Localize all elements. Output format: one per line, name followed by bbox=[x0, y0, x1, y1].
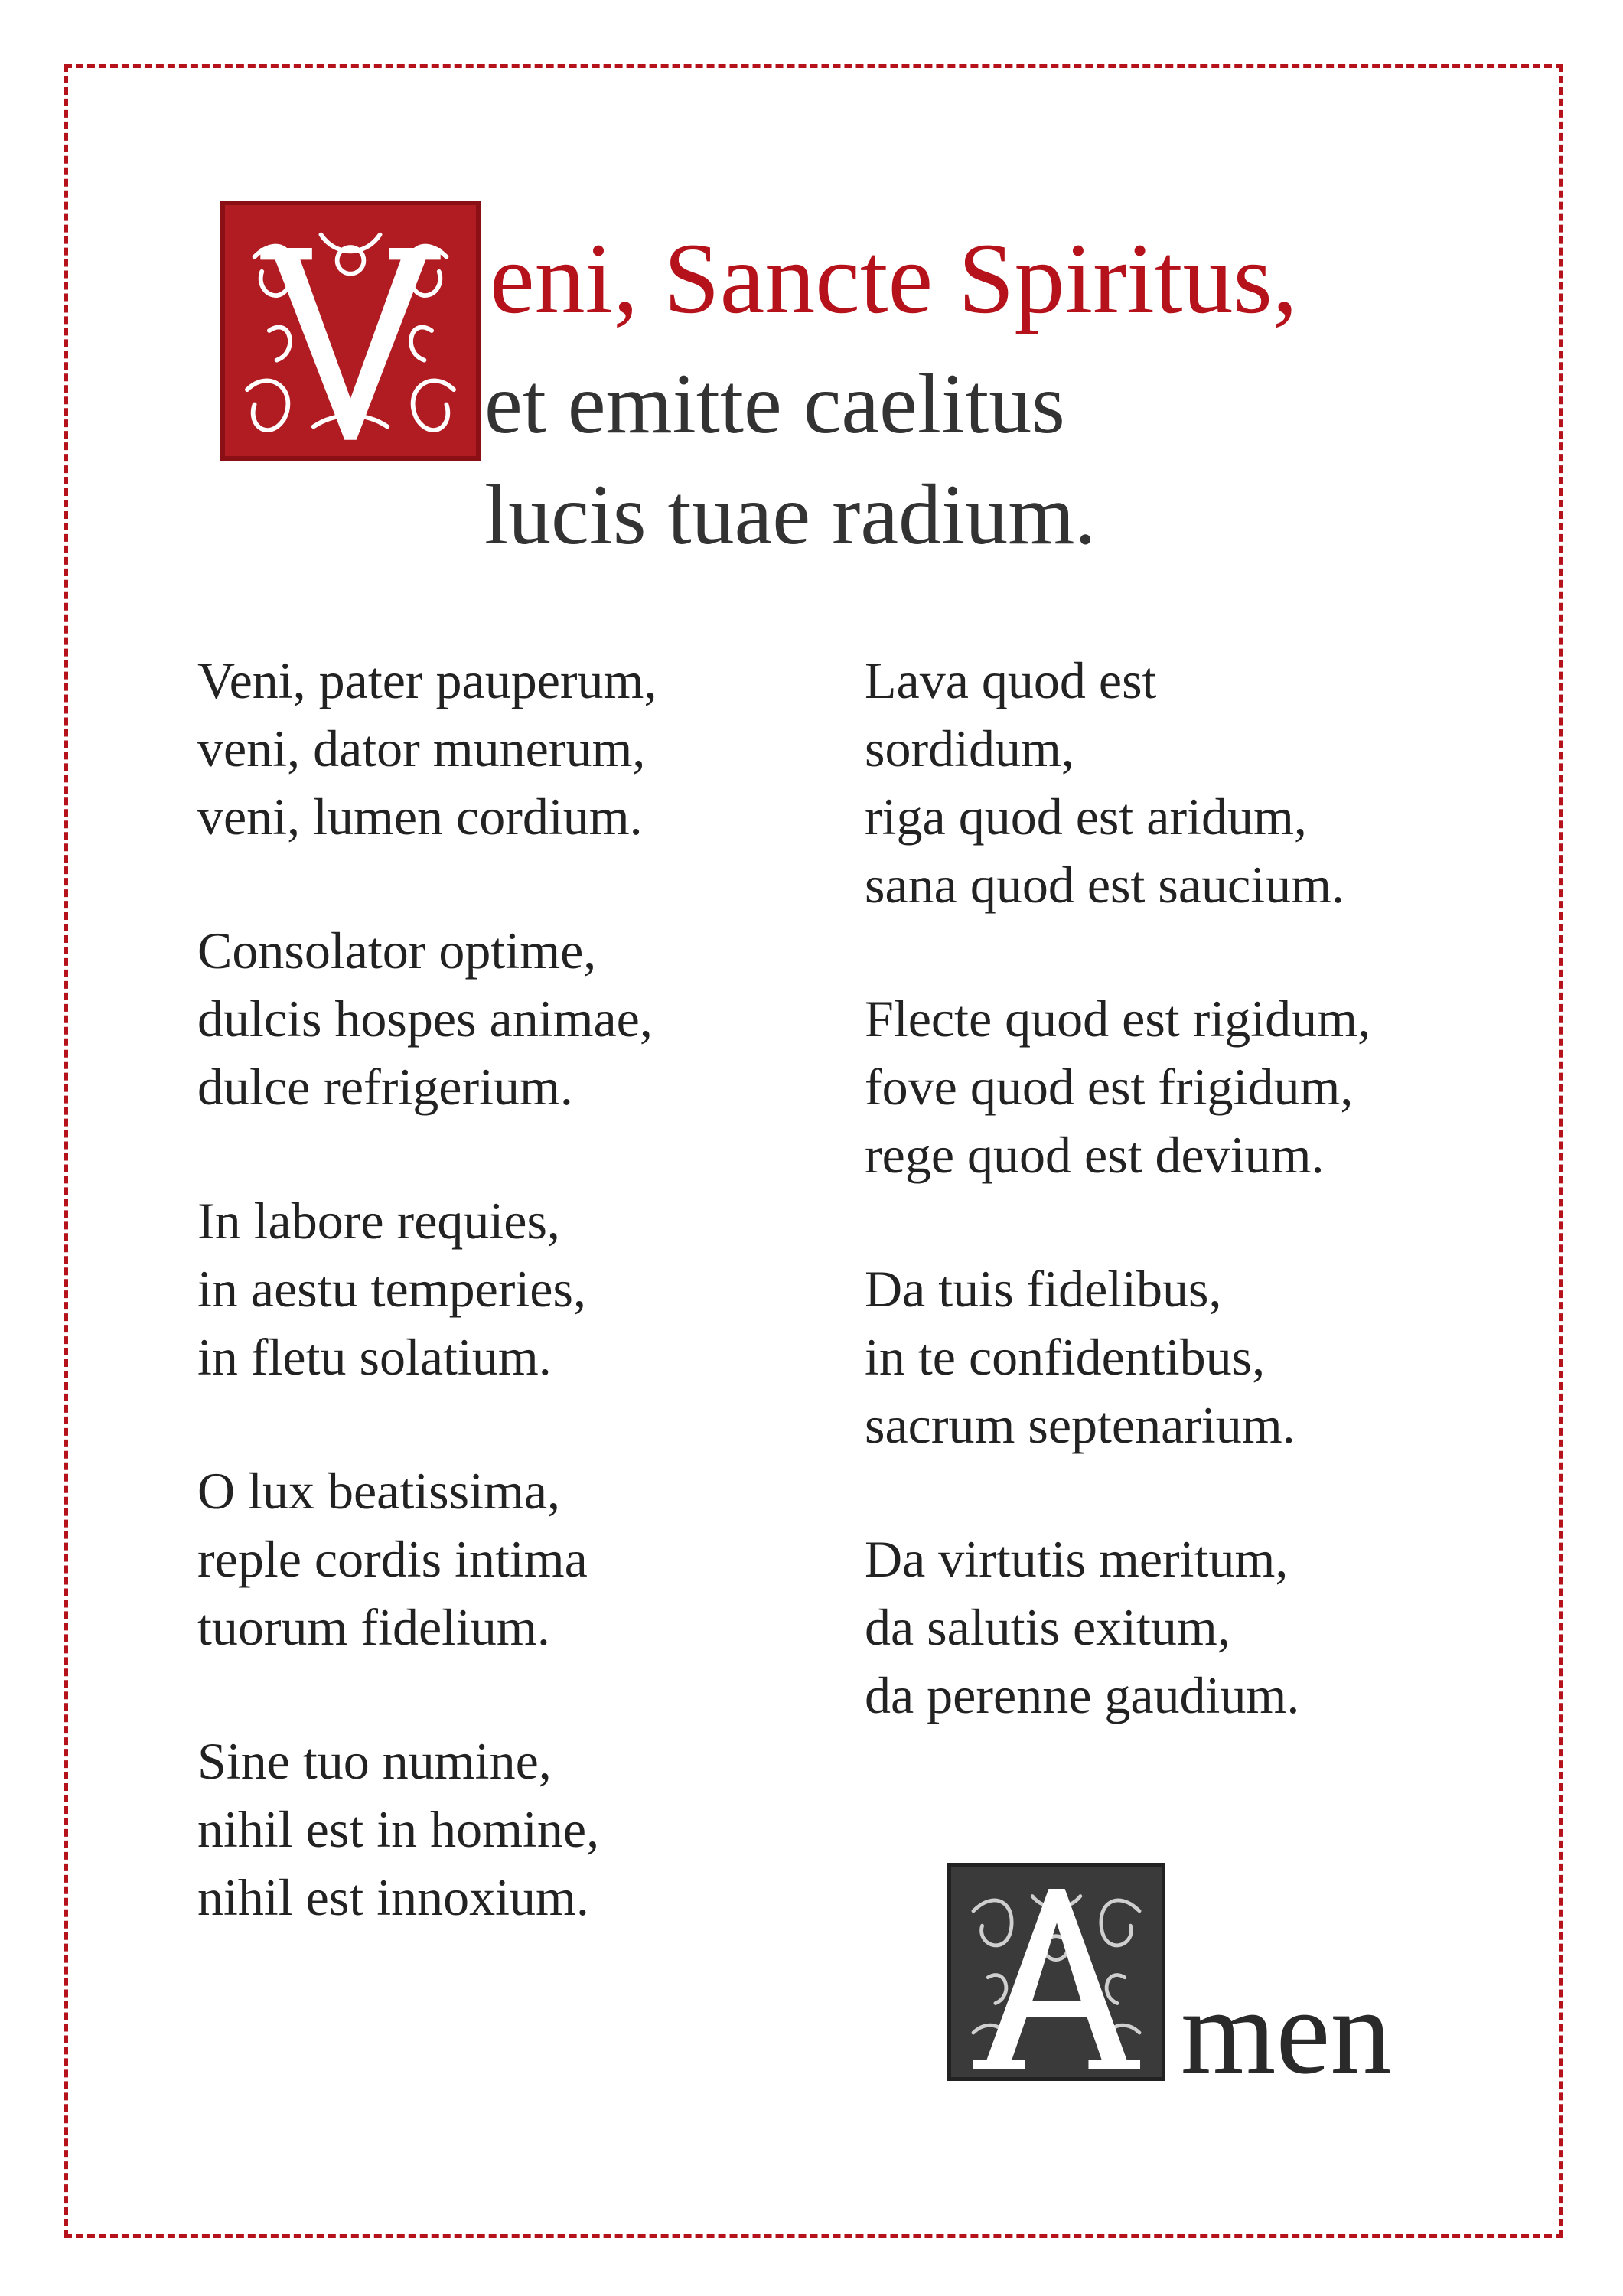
verse-line: Lava quod est bbox=[865, 651, 1157, 709]
verse-line: nihil est innoxium. bbox=[197, 1868, 589, 1926]
verse-line: in te confidentibus, bbox=[865, 1328, 1266, 1386]
verse-line: veni, dator munerum, bbox=[197, 719, 646, 778]
stanza bbox=[197, 1187, 840, 1391]
verse-line: dulce refrigerium. bbox=[197, 1058, 573, 1116]
verse-line: Da virtutis meritum, bbox=[865, 1530, 1289, 1588]
title-line-1: eni, Sancte Spiritus, bbox=[490, 222, 1298, 334]
title-block bbox=[220, 201, 1475, 568]
stanza bbox=[865, 1525, 1507, 1730]
verse-line: da perenne gaudium. bbox=[865, 1666, 1300, 1724]
verse-line: sacrum septenarium. bbox=[865, 1396, 1295, 1454]
left-column bbox=[197, 647, 840, 1998]
amen-text: men bbox=[1181, 1963, 1392, 2099]
stanza bbox=[197, 1457, 840, 1662]
ornate-initial-v-graphic bbox=[225, 205, 476, 456]
ornate-initial-v-icon bbox=[220, 201, 481, 461]
right-column bbox=[865, 647, 1507, 1795]
verse-line: Sine tuo numine, bbox=[197, 1732, 552, 1790]
ornate-initial-a-icon bbox=[947, 1863, 1165, 2081]
stanza bbox=[865, 985, 1507, 1189]
verse-line: nihil est in homine, bbox=[197, 1800, 600, 1858]
closing-amen bbox=[947, 1863, 1437, 2099]
verse-line: Consolator optime, bbox=[197, 921, 597, 980]
title-line-2: et emitte caelitus bbox=[484, 357, 1065, 452]
stanza bbox=[865, 1255, 1507, 1459]
verse-line: Da tuis fidelibus, bbox=[865, 1260, 1222, 1318]
stanza bbox=[197, 1727, 840, 1932]
verse-line: reple cordis intima bbox=[197, 1530, 588, 1588]
verse-line: dulcis hospes animae, bbox=[197, 990, 653, 1048]
verse-line: Veni, pater pauperum, bbox=[197, 651, 657, 709]
verse-line: fove quod est frigidum, bbox=[865, 1058, 1354, 1116]
ornate-initial-a-graphic bbox=[951, 1867, 1162, 2077]
verse-line: Flecte quod est rigidum, bbox=[865, 990, 1371, 1048]
verse-line: rege quod est devium. bbox=[865, 1126, 1325, 1184]
stanza bbox=[197, 917, 840, 1121]
title-line-3: lucis tuae radium. bbox=[484, 468, 1097, 563]
verse-line: O lux beatissima, bbox=[197, 1462, 561, 1520]
verse-line: da salutis exitum, bbox=[865, 1598, 1230, 1656]
stanza bbox=[197, 647, 840, 851]
verse-line: in fletu solatium. bbox=[197, 1328, 552, 1386]
verse-line: sordidum, bbox=[865, 719, 1074, 778]
stanza bbox=[865, 647, 1507, 919]
verse-line: tuorum fidelium. bbox=[197, 1598, 550, 1656]
verse-line: veni, lumen cordium. bbox=[197, 788, 643, 846]
verse-line: in aestu temperies, bbox=[197, 1260, 586, 1318]
verse-line: In labore requies, bbox=[197, 1192, 560, 1250]
verse-line: riga quod est aridum, bbox=[865, 788, 1307, 846]
verse-line: sana quod est saucium. bbox=[865, 856, 1344, 914]
